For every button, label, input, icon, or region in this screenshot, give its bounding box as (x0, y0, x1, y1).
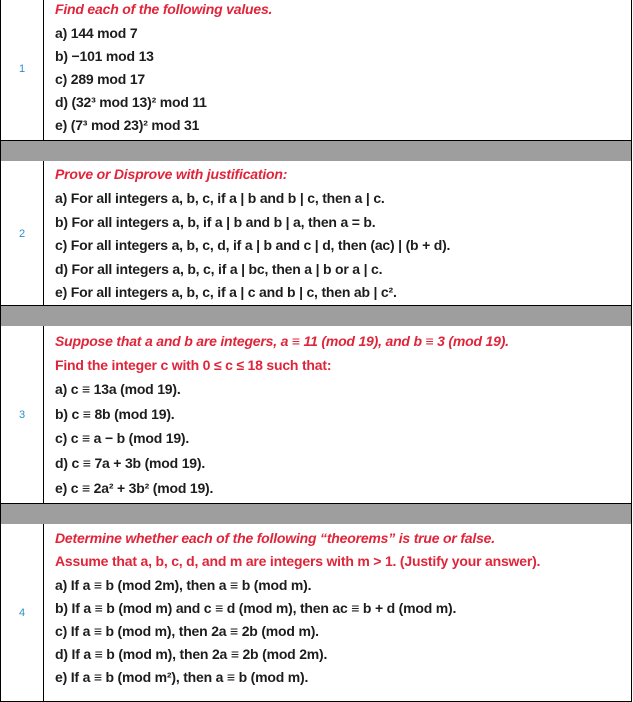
problem-item: b) −101 mod 13 (55, 48, 154, 64)
problem-number: 3 (1, 326, 44, 504)
problem-item: e) c ≡ 2a² + 3b² (mod 19). (55, 480, 214, 496)
problem-title: Determine whether each of the following “theorems” is true or false. (55, 530, 495, 546)
problem-number: 1 (1, 0, 44, 140)
problem-item: a) For all integers a, b, c, if a | b and b | c, then a | c. (55, 190, 385, 206)
problem-item: a) 144 mod 7 (55, 25, 138, 41)
row-separator (0, 140, 632, 162)
problem-title: Find each of the following values. (55, 1, 273, 17)
problem-title: Prove or Disprove with justification: (55, 166, 288, 182)
problem-subtitle: Assume that a, b, c, d, and m are integers with m > 1. (Justify your answer). (55, 553, 541, 569)
problem-item: d) (32³ mod 13)² mod 11 (55, 94, 207, 110)
problem-subtitle: Find the integer c with 0 ≤ c ≤ 18 such that: (55, 357, 332, 373)
problem-item: c) 289 mod 17 (55, 71, 145, 87)
problem-item: e) (7³ mod 23)² mod 31 (55, 117, 200, 133)
problem-item: d) If a ≡ b (mod m), then 2a ≡ 2b (mod 2m). (55, 646, 328, 662)
problem-item: b) For all integers a, b, if a | b and b | a, then a = b. (55, 214, 376, 230)
problem-item: d) c ≡ 7a + 3b (mod 19). (55, 455, 206, 471)
problem-row-2 (0, 161, 632, 306)
row-separator (0, 305, 632, 327)
problem-item: b) If a ≡ b (mod m) and c ≡ d (mod m), then ac ≡ b + d (mod m). (55, 600, 457, 616)
problem-number: 4 (1, 524, 44, 701)
row-separator (0, 503, 632, 525)
problem-row-1 (0, 0, 632, 140)
problem-item: a) c ≡ 13a (mod 19). (55, 381, 181, 397)
problem-item: c) If a ≡ b (mod m), then 2a ≡ 2b (mod m). (55, 623, 319, 639)
problem-item: d) For all integers a, b, c, if a | bc, then a | b or a | c. (55, 261, 383, 277)
problem-row-4 (0, 524, 632, 702)
problem-title: Suppose that a and b are integers, a ≡ 11 (mod 19), and b ≡ 3 (mod 19). (55, 333, 509, 349)
problem-item: b) c ≡ 8b (mod 19). (55, 406, 175, 422)
problem-item: e) For all integers a, b, c, if a | c and b | c, then ab | c². (55, 284, 397, 300)
problem-item: c) c ≡ a − b (mod 19). (55, 430, 190, 446)
problem-item: c) For all integers a, b, c, d, if a | b and c | d, then (ac) | (b + d). (55, 237, 451, 253)
problem-item: a) If a ≡ b (mod 2m), then a ≡ b (mod m). (55, 577, 312, 593)
problem-number: 2 (1, 161, 44, 306)
problem-item: e) If a ≡ b (mod m²), then a ≡ b (mod m). (55, 669, 309, 685)
problem-row-3 (0, 326, 632, 504)
